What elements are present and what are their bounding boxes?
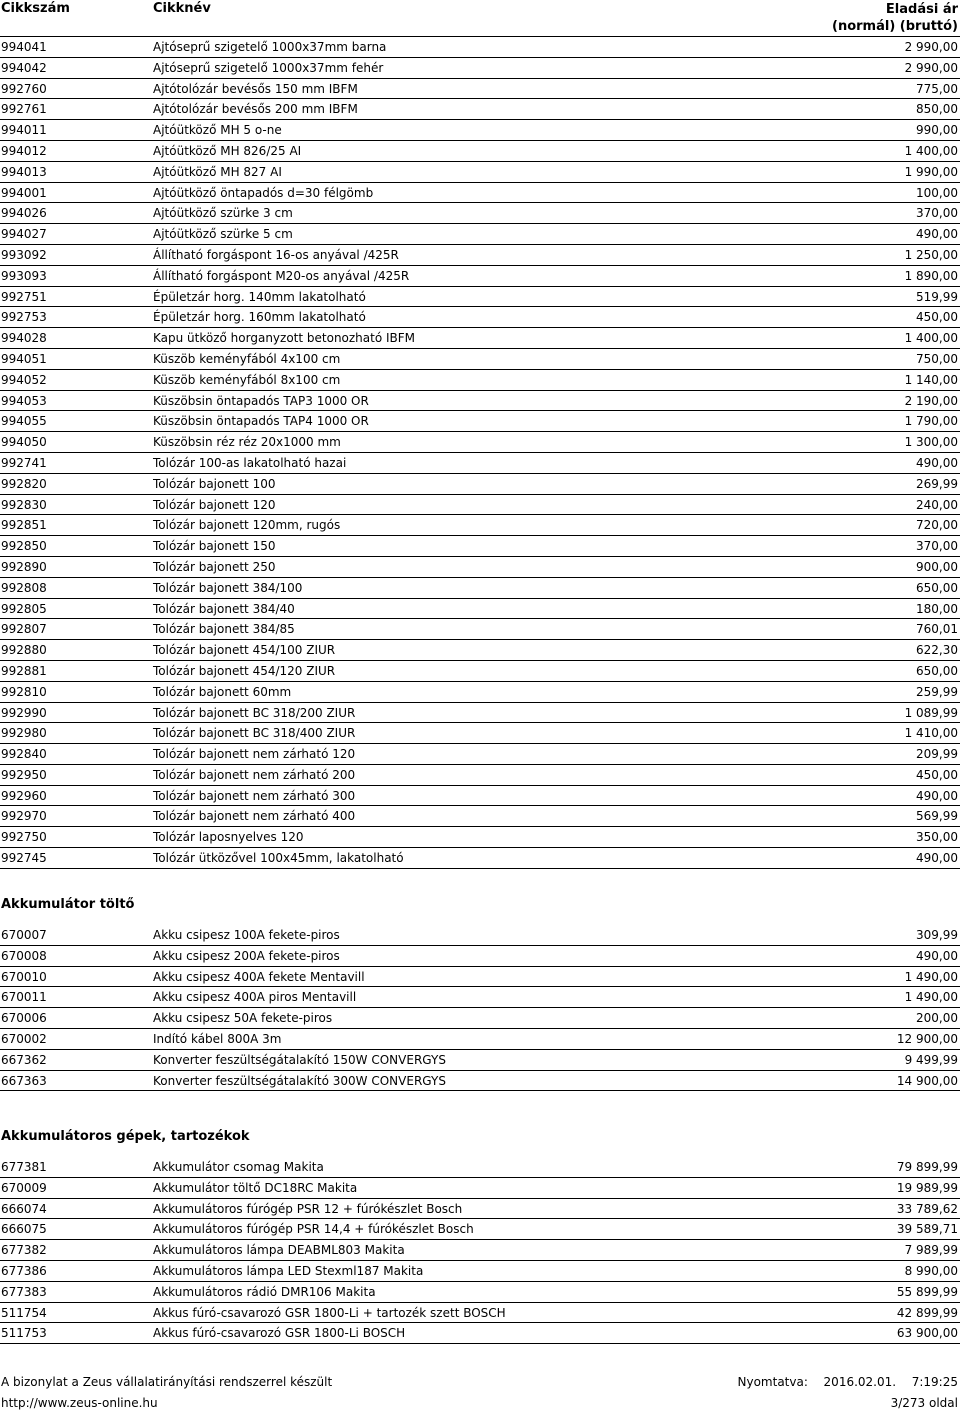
item-name: Akku csipesz 100A fekete-piros [153, 928, 340, 942]
item-price: 200,00 [916, 1011, 958, 1026]
table-row [0, 578, 960, 599]
table-row [0, 1029, 960, 1050]
item-price: 14 900,00 [896, 1073, 958, 1088]
item-name: Tolózár bajonett 384/40 [153, 601, 295, 616]
item-code: 992760 [1, 81, 47, 96]
table-row [0, 619, 960, 640]
item-price: 1 089,99 [904, 705, 958, 720]
table-row [0, 1199, 960, 1220]
table-row [0, 474, 960, 495]
table-row [0, 245, 960, 266]
item-code: 992970 [1, 809, 47, 824]
item-code: 992840 [1, 747, 47, 762]
item-name: Tolózár laposnyelves 120 [153, 830, 304, 845]
item-name: Tolózár bajonett nem zárható 400 [153, 809, 356, 824]
item-price: 12 900,00 [896, 1031, 958, 1046]
table-row [0, 557, 960, 578]
item-code: 992745 [1, 851, 47, 866]
table-row [0, 515, 960, 536]
item-code: 994052 [1, 372, 47, 387]
item-price: 259,99 [916, 684, 958, 699]
item-code: 992820 [1, 476, 47, 491]
item-code: 670008 [1, 948, 47, 963]
item-code: 994055 [1, 414, 47, 429]
item-price: 450,00 [916, 310, 958, 325]
table-row [0, 1261, 960, 1282]
item-name: Küszöb keményfából 8x100 cm [153, 372, 341, 387]
item-name: Akkus fúró-csavarozó GSR 1800-Li + tartozék szett BOSCH [153, 1305, 506, 1320]
item-name: Ajtóütköző MH 5 o-ne [153, 123, 282, 138]
column-header-price [832, 1, 958, 35]
item-code: 993093 [1, 268, 47, 283]
item-code: 992880 [1, 643, 47, 658]
table-row [0, 495, 960, 516]
item-price: 8 990,00 [904, 1263, 958, 1278]
table-row [0, 99, 960, 120]
item-name: Tolózár bajonett nem zárható 300 [153, 788, 356, 803]
column-header-name: Cikknév [153, 1, 211, 16]
table-row [0, 391, 960, 412]
item-code: 992830 [1, 497, 47, 512]
table-row [0, 58, 960, 79]
table-row [0, 1303, 960, 1324]
item-price: 1 490,00 [904, 990, 958, 1005]
item-code: 992751 [1, 289, 47, 304]
item-code: 670009 [1, 1180, 47, 1195]
item-price: 1 250,00 [904, 247, 958, 262]
item-code: 677382 [1, 1243, 47, 1258]
item-code: 994012 [1, 143, 47, 158]
item-name: Indító kábel 800A 3m [153, 1031, 282, 1046]
item-code: 992805 [1, 601, 47, 616]
item-price: 490,00 [916, 851, 958, 866]
item-name: Küszöbsin réz réz 20x1000 mm [153, 435, 341, 450]
item-price: 900,00 [916, 559, 958, 574]
item-code: 994013 [1, 164, 47, 179]
item-name: Tolózár bajonett 60mm [153, 684, 292, 699]
item-code: 677386 [1, 1263, 47, 1278]
item-name: Akkumulátoros lámpa LED Stexml187 Makita [153, 1263, 424, 1278]
item-price: 1 400,00 [904, 143, 958, 158]
item-code: 666075 [1, 1222, 47, 1237]
item-name: Akkumulátoros fúrógép PSR 12 + fúrókészlet Bosch [153, 1201, 463, 1216]
table-row [0, 287, 960, 308]
table-row [0, 765, 960, 786]
item-price: 2 190,00 [904, 393, 958, 408]
item-price: 180,00 [916, 601, 958, 616]
item-price: 39 589,71 [896, 1222, 958, 1237]
table-row [0, 328, 960, 349]
item-name: Tolózár bajonett 454/120 ZIUR [153, 663, 336, 678]
table-row [0, 848, 960, 869]
item-price: 1 400,00 [904, 331, 958, 346]
table-row [0, 723, 960, 744]
item-name: Konverter feszültségátalakító 150W CONVERGYS [153, 1052, 446, 1067]
column-header-code: Cikkszám [1, 1, 70, 16]
column-header-price-line2: (normál) (bruttó) [832, 19, 958, 34]
item-code: 992850 [1, 539, 47, 554]
item-price: 350,00 [916, 830, 958, 845]
item-name: Tolózár bajonett nem zárható 200 [153, 767, 356, 782]
item-price: 720,00 [916, 518, 958, 533]
item-name: Ajtóütköző öntapadós d=30 félgömb [153, 185, 374, 200]
table-row [0, 967, 960, 988]
item-code: 992890 [1, 559, 47, 574]
table-row [0, 806, 960, 827]
item-name: Küszöbsin öntapadós TAP4 1000 OR [153, 414, 369, 429]
item-price: 490,00 [916, 227, 958, 242]
item-price: 1 890,00 [904, 268, 958, 283]
item-price: 240,00 [916, 497, 958, 512]
table-row [0, 1323, 960, 1344]
table-row [0, 1050, 960, 1071]
item-code: 992753 [1, 310, 47, 325]
table-row [0, 1282, 960, 1303]
item-price: 9 499,99 [904, 1052, 958, 1067]
item-name: Akku csipesz 200A fekete-piros [153, 948, 340, 963]
item-price: 19 989,99 [896, 1180, 958, 1195]
table-row [0, 370, 960, 391]
item-code: 670010 [1, 969, 47, 984]
item-price: 100,00 [916, 185, 958, 200]
item-price: 1 790,00 [904, 414, 958, 429]
table-row [0, 661, 960, 682]
footer-print-date: 2016.02.01. [823, 1375, 897, 1389]
table-row [0, 453, 960, 474]
item-name: Ajtótolózár bevésős 150 mm IBFM [153, 81, 358, 96]
item-name: Ajtóseprű szigetelő 1000x37mm fehér [153, 60, 384, 75]
item-price: 650,00 [916, 663, 958, 678]
table-row [0, 1178, 960, 1199]
table-row [0, 987, 960, 1008]
item-price: 1 300,00 [904, 435, 958, 450]
item-code: 994053 [1, 393, 47, 408]
item-code: 667363 [1, 1073, 47, 1088]
column-header-price-line1: Eladási ár [885, 2, 958, 17]
item-name: Állítható forgáspont M20-os anyával /425R [153, 268, 410, 283]
item-name: Tolózár bajonett nem zárható 120 [153, 747, 356, 762]
item-name: Akkumulátor csomag Makita [153, 1160, 324, 1174]
item-code: 994051 [1, 351, 47, 366]
item-price: 7 989,99 [904, 1243, 958, 1258]
item-name: Tolózár bajonett 150 [153, 539, 276, 554]
item-code: 994027 [1, 227, 47, 242]
item-code: 992750 [1, 830, 47, 845]
item-price: 490,00 [916, 948, 958, 963]
table-row [0, 703, 960, 724]
item-code: 511753 [1, 1326, 47, 1341]
item-name: Tolózár bajonett 454/100 ZIUR [153, 643, 336, 658]
product-section [0, 1128, 960, 1344]
item-name: Akkumulátoros rádió DMR106 Makita [153, 1284, 376, 1299]
item-code: 992761 [1, 102, 47, 117]
item-price: 775,00 [916, 81, 958, 96]
table-row [0, 946, 960, 967]
product-section [0, 37, 960, 869]
item-name: Akku csipesz 400A fekete Mentavill [153, 969, 365, 984]
item-name: Ajtóütköző szürke 5 cm [153, 227, 293, 242]
item-price: 990,00 [916, 123, 958, 138]
item-code: 994050 [1, 435, 47, 450]
item-price: 1 990,00 [904, 164, 958, 179]
table-row [0, 1071, 960, 1092]
item-code: 992960 [1, 788, 47, 803]
table-row [0, 162, 960, 183]
item-name: Akkus fúró-csavarozó GSR 1800-Li BOSCH [153, 1326, 406, 1341]
table-row [0, 1240, 960, 1261]
item-price: 370,00 [916, 206, 958, 221]
item-name: Tolózár bajonett 100 [153, 476, 276, 491]
item-code: 992980 [1, 726, 47, 741]
footer-print-label: Nyomtatva: [737, 1375, 808, 1389]
item-price: 2 990,00 [904, 40, 958, 54]
item-price: 209,99 [916, 747, 958, 762]
item-price: 760,01 [916, 622, 958, 637]
table-row [0, 827, 960, 848]
section-title: Akkumulátoros gépek, tartozékok [1, 1129, 250, 1144]
item-name: Ajtótolózár bevésős 200 mm IBFM [153, 102, 358, 117]
item-code: 511754 [1, 1305, 47, 1320]
table-row [0, 682, 960, 703]
table-row [0, 786, 960, 807]
table-header [0, 0, 960, 37]
item-price: 490,00 [916, 788, 958, 803]
item-name: Épületzár horg. 160mm lakatolható [153, 310, 366, 325]
item-code: 670006 [1, 1011, 47, 1026]
item-name: Akkumulátoros lámpa DEABML803 Makita [153, 1243, 405, 1258]
item-name: Akku csipesz 400A piros Mentavill [153, 990, 357, 1005]
item-code: 993092 [1, 247, 47, 262]
footer-made-with: A bizonylat a Zeus vállalatirányítási rendszerrel készült [1, 1375, 333, 1389]
item-name: Kapu ütköző horganyzott betonozható IBFM [153, 331, 416, 346]
table-row [0, 536, 960, 557]
item-name: Épületzár horg. 140mm lakatolható [153, 289, 366, 304]
table-row [0, 599, 960, 620]
item-name: Küszöb keményfából 4x100 cm [153, 351, 341, 366]
table-row [0, 744, 960, 765]
table-row [0, 37, 960, 58]
item-price: 79 899,99 [896, 1160, 958, 1174]
item-code: 994042 [1, 60, 47, 75]
item-code: 994026 [1, 206, 47, 221]
table-row [0, 432, 960, 453]
table-row [0, 120, 960, 141]
item-code: 670007 [1, 928, 47, 942]
item-name: Tolózár bajonett BC 318/400 ZIUR [153, 726, 356, 741]
item-name: Tolózár bajonett 250 [153, 559, 276, 574]
item-price: 850,00 [916, 102, 958, 117]
table-row [0, 266, 960, 287]
item-name: Küszöbsin öntapadós TAP3 1000 OR [153, 393, 369, 408]
item-code: 992881 [1, 663, 47, 678]
item-name: Tolózár bajonett 120mm, rugós [153, 518, 341, 533]
footer-url-link[interactable]: http://www.zeus-online.hu [1, 1396, 158, 1410]
item-price: 650,00 [916, 580, 958, 595]
footer-page-number: 3/273 oldal [890, 1396, 958, 1410]
item-name: Ajtóütköző MH 826/25 AI [153, 143, 302, 158]
item-name: Tolózár 100-as lakatolható hazai [153, 455, 347, 470]
item-price: 569,99 [916, 809, 958, 824]
table-row [0, 1219, 960, 1240]
item-code: 677381 [1, 1160, 47, 1174]
item-code: 677383 [1, 1284, 47, 1299]
item-price: 1 490,00 [904, 969, 958, 984]
item-code: 994001 [1, 185, 47, 200]
item-code: 994041 [1, 40, 47, 54]
item-price: 622,30 [916, 643, 958, 658]
item-name: Tolózár bajonett 120 [153, 497, 276, 512]
item-name: Akku csipesz 50A fekete-piros [153, 1011, 333, 1026]
item-price: 55 899,99 [896, 1284, 958, 1299]
table-row [0, 925, 960, 946]
item-price: 63 900,00 [896, 1326, 958, 1341]
item-price: 42 899,99 [896, 1305, 958, 1320]
table-row [0, 411, 960, 432]
item-code: 994028 [1, 331, 47, 346]
table-row [0, 203, 960, 224]
table-row [0, 1157, 960, 1178]
item-code: 666074 [1, 1201, 47, 1216]
item-price: 33 789,62 [896, 1201, 958, 1216]
item-code: 994011 [1, 123, 47, 138]
table-row [0, 1008, 960, 1029]
table-row [0, 349, 960, 370]
item-name: Ajtóütköző MH 827 AI [153, 164, 282, 179]
item-name: Konverter feszültségátalakító 300W CONVERGYS [153, 1073, 446, 1088]
item-price: 269,99 [916, 476, 958, 491]
product-section [0, 896, 960, 1091]
item-name: Tolózár ütközővel 100x45mm, lakatolható [153, 851, 404, 866]
table-row [0, 307, 960, 328]
item-code: 992807 [1, 622, 47, 637]
item-code: 992810 [1, 684, 47, 699]
item-price: 750,00 [916, 351, 958, 366]
item-code: 992741 [1, 455, 47, 470]
item-price: 450,00 [916, 767, 958, 782]
item-price: 2 990,00 [904, 60, 958, 75]
table-row [0, 79, 960, 100]
item-name: Tolózár bajonett BC 318/200 ZIUR [153, 705, 356, 720]
item-name: Ajtóseprű szigetelő 1000x37mm barna [153, 40, 387, 54]
table-row [0, 183, 960, 204]
item-code: 992808 [1, 580, 47, 595]
table-row [0, 224, 960, 245]
item-code: 992990 [1, 705, 47, 720]
item-price: 490,00 [916, 455, 958, 470]
item-code: 670002 [1, 1031, 47, 1046]
item-name: Ajtóütköző szürke 3 cm [153, 206, 293, 221]
item-name: Tolózár bajonett 384/100 [153, 580, 303, 595]
item-price: 519,99 [916, 289, 958, 304]
item-code: 992950 [1, 767, 47, 782]
item-price: 1 410,00 [904, 726, 958, 741]
item-code: 670011 [1, 990, 47, 1005]
item-price: 370,00 [916, 539, 958, 554]
item-code: 992851 [1, 518, 47, 533]
table-row [0, 640, 960, 661]
footer-print-info [738, 1375, 958, 1389]
section-title: Akkumulátor töltő [1, 897, 135, 912]
item-price: 1 140,00 [904, 372, 958, 387]
item-price: 309,99 [916, 928, 958, 942]
item-name: Akkumulátoros fúrógép PSR 14,4 + fúrókészlet Bosch [153, 1222, 474, 1237]
item-name: Állítható forgáspont 16-os anyával /425R [153, 247, 399, 262]
footer-print-time: 7:19:25 [911, 1375, 958, 1389]
item-code: 667362 [1, 1052, 47, 1067]
item-name: Tolózár bajonett 384/85 [153, 622, 295, 637]
item-name: Akkumulátor töltő DC18RC Makita [153, 1180, 358, 1195]
table-row [0, 141, 960, 162]
